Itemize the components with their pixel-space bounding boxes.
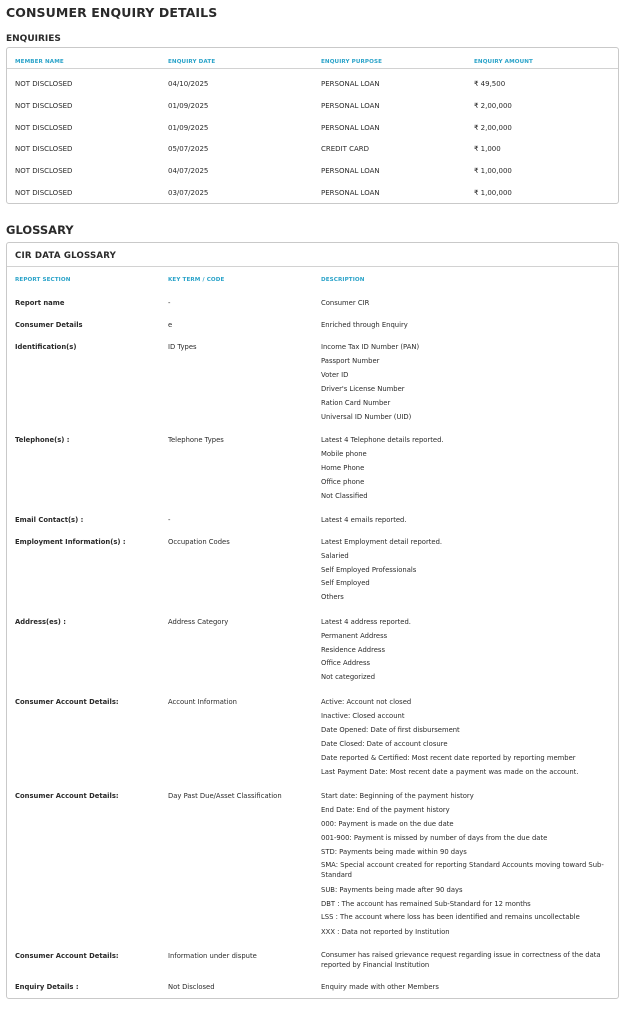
description-line: 000: Payment is made on the due date	[321, 820, 454, 828]
description-line: Self Employed Professionals	[321, 566, 417, 574]
description-line: Voter ID	[321, 371, 349, 379]
description-line: LSS : The account where loss has been identified and remains uncollectable	[321, 913, 580, 921]
enquiry-date-cell: 04/10/2025	[168, 80, 209, 88]
description-line: XXX : Data not reported by Institution	[321, 928, 450, 936]
enquiry-purpose-cell: PERSONAL LOAN	[321, 124, 380, 132]
header-enquiry-amount: ENQUIRY AMOUNT	[474, 59, 533, 65]
glossary-label: GLOSSARY	[6, 223, 74, 237]
enquiry-amount-cell: ₹ 1,000	[474, 145, 501, 153]
description-line: DBT : The account has remained Sub-Standard for 12 months	[321, 900, 531, 908]
description-line: Latest 4 address reported.	[321, 618, 411, 626]
enquiry-date-cell: 01/09/2025	[168, 124, 209, 132]
member-name-cell: NOT DISCLOSED	[15, 167, 73, 175]
member-name-cell: NOT DISCLOSED	[15, 124, 73, 132]
description-line: Enquiry made with other Members	[321, 983, 439, 991]
enquiry-date-cell: 05/07/2025	[168, 145, 209, 153]
description-line: Date reported & Certified: Most recent date reported by reporting member	[321, 754, 576, 762]
key-term-cell: Account Information	[168, 698, 237, 706]
enquiry-date-cell: 01/09/2025	[168, 102, 209, 110]
description-line: Consumer CIR	[321, 299, 370, 307]
description-line: Latest Employment detail reported.	[321, 538, 443, 546]
enquiry-amount-cell: ₹ 49,500	[474, 80, 506, 88]
description-line: Last Payment Date: Most recent date a payment was made on the account.	[321, 768, 579, 776]
header-report-section: REPORT SECTION	[15, 277, 71, 283]
header-key-term: KEY TERM / CODE	[168, 277, 225, 283]
description-line: Enriched through Enquiry	[321, 321, 408, 329]
description-line: Not Classified	[321, 492, 368, 500]
report-section-cell: Email Contact(s) :	[15, 516, 84, 524]
description-line: Start date: Beginning of the payment history	[321, 792, 474, 800]
enquiry-purpose-cell: CREDIT CARD	[321, 145, 370, 153]
description-line: Salaried	[321, 552, 349, 560]
enquiry-amount-cell: ₹ 1,00,000	[474, 167, 512, 175]
member-name-cell: NOT DISCLOSED	[15, 80, 73, 88]
report-section-cell: Consumer Account Details:	[15, 952, 119, 960]
description-line: Office Address	[321, 659, 371, 667]
description-line: Not categorized	[321, 673, 376, 681]
enquiries-label: ENQUIRIES	[6, 34, 61, 44]
key-term-cell: Information under dispute	[168, 952, 257, 960]
description-line: Date Opened: Date of first disbursement	[321, 726, 460, 734]
member-name-cell: NOT DISCLOSED	[15, 189, 73, 197]
enquiry-purpose-cell: PERSONAL LOAN	[321, 80, 380, 88]
key-term-cell: e	[168, 321, 173, 329]
report-section-cell: Consumer Details	[15, 321, 83, 329]
description-line: Consumer has raised grievance request regarding issue in correctness of the data reported by Financial Institution	[321, 951, 601, 969]
description-line: SUB: Payments being made after 90 days	[321, 886, 463, 894]
description-line: Passport Number	[321, 357, 380, 365]
page-title: CONSUMER ENQUIRY DETAILS	[6, 5, 218, 20]
header-divider	[7, 68, 618, 69]
description-line: Mobile phone	[321, 450, 367, 458]
glossary-title: CIR DATA GLOSSARY	[15, 251, 117, 261]
header-description: DESCRIPTION	[321, 277, 365, 283]
report-section-cell: Consumer Account Details:	[15, 698, 119, 706]
enquiry-purpose-cell: PERSONAL LOAN	[321, 102, 380, 110]
enquiry-purpose-cell: PERSONAL LOAN	[321, 167, 380, 175]
report-section-cell: Telephone(s) :	[15, 436, 70, 444]
description-line: SMA: Special account created for reporting Standard Accounts moving toward Sub-Standard	[321, 861, 604, 879]
key-term-cell: -	[168, 299, 171, 307]
key-term-cell: Occupation Codes	[168, 538, 230, 546]
member-name-cell: NOT DISCLOSED	[15, 102, 73, 110]
title-divider	[7, 266, 618, 267]
description-line: Universal ID Number (UID)	[321, 413, 412, 421]
report-section-cell: Report name	[15, 299, 65, 307]
key-term-cell: Address Category	[168, 618, 229, 626]
description-line: 001-900: Payment is missed by number of days from the due date	[321, 834, 548, 842]
header-enquiry-purpose: ENQUIRY PURPOSE	[321, 59, 383, 65]
report-section-cell: Consumer Account Details:	[15, 792, 119, 800]
description-line: Inactive: Closed account	[321, 712, 405, 720]
report-section-cell: Employment Information(s) :	[15, 538, 126, 546]
enquiry-amount-cell: ₹ 1,00,000	[474, 189, 512, 197]
description-line: STD: Payments being made within 90 days	[321, 848, 467, 856]
description-line: Ration Card Number	[321, 399, 391, 407]
report-section-cell: Enquiry Details :	[15, 983, 79, 991]
glossary-table	[6, 242, 619, 999]
description-line: Permanent Address	[321, 632, 388, 640]
enquiries-table	[6, 47, 619, 204]
report-section-cell: Identification(s)	[15, 343, 77, 351]
description-line: Latest 4 emails reported.	[321, 516, 407, 524]
description-line: Residence Address	[321, 646, 385, 654]
enquiry-date-cell: 03/07/2025	[168, 189, 209, 197]
report-section-cell: Address(es) :	[15, 618, 66, 626]
description-line: Self Employed	[321, 579, 370, 587]
enquiry-amount-cell: ₹ 2,00,000	[474, 102, 512, 110]
key-term-cell: -	[168, 516, 171, 524]
description-line: Income Tax ID Number (PAN)	[321, 343, 420, 351]
enquiry-amount-cell: ₹ 2,00,000	[474, 124, 512, 132]
description-line: Home Phone	[321, 464, 365, 472]
key-term-cell: ID Types	[168, 343, 197, 351]
description-line: Latest 4 Telephone details reported.	[321, 436, 444, 444]
description-line: Others	[321, 593, 344, 601]
key-term-cell: Not Disclosed	[168, 983, 215, 991]
key-term-cell: Day Past Due/Asset Classification	[168, 792, 282, 800]
description-line: Office phone	[321, 478, 365, 486]
description-line: Date Closed: Date of account closure	[321, 740, 448, 748]
enquiry-date-cell: 04/07/2025	[168, 167, 209, 175]
member-name-cell: NOT DISCLOSED	[15, 145, 73, 153]
header-enquiry-date: ENQUIRY DATE	[168, 59, 216, 65]
description-line: Active: Account not closed	[321, 698, 412, 706]
header-member-name: MEMBER NAME	[15, 59, 64, 65]
key-term-cell: Telephone Types	[168, 436, 224, 444]
description-line: Driver's License Number	[321, 385, 405, 393]
description-line: End Date: End of the payment history	[321, 806, 450, 814]
enquiry-purpose-cell: PERSONAL LOAN	[321, 189, 380, 197]
